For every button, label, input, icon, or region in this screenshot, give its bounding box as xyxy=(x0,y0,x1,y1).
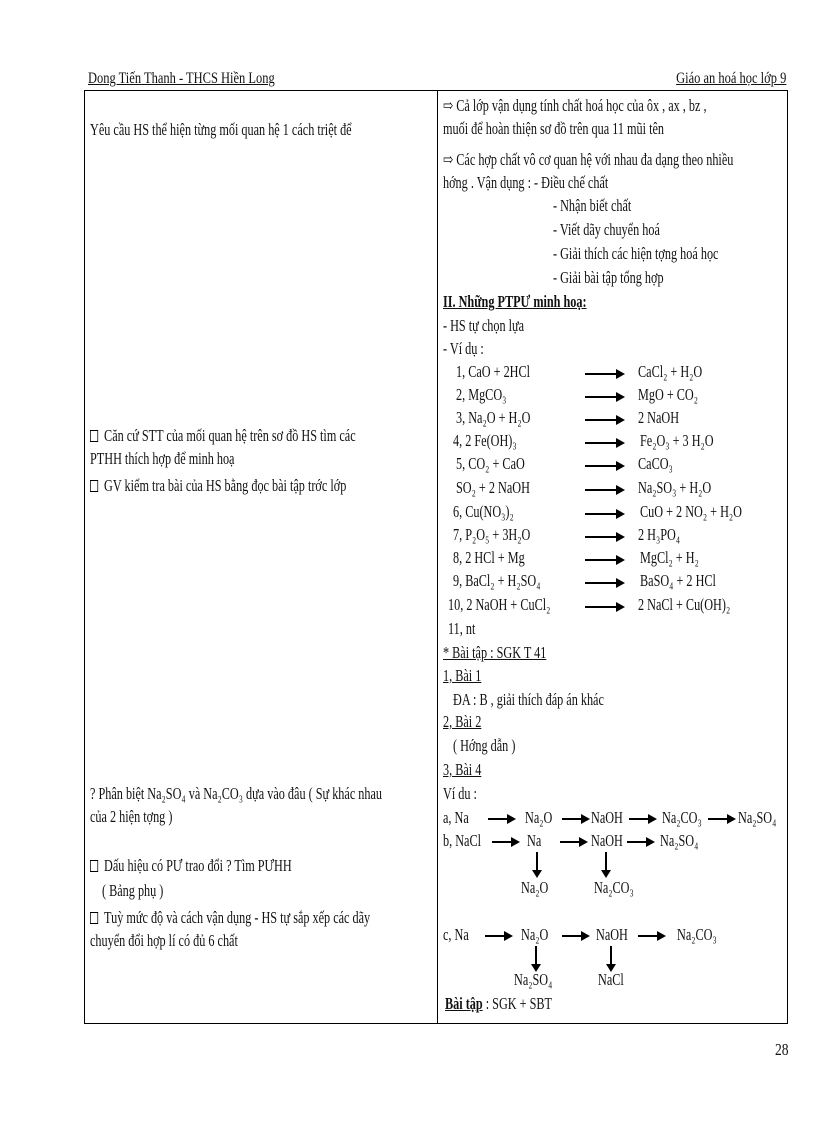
arrow-icon xyxy=(562,935,588,937)
right-text-4: hớng . Vận dụng : - Điều chế chất xyxy=(443,173,609,192)
right-text-1: ⇨ Cả lớp vận dụng tính chất hoá học của ôx , ax , bz , xyxy=(443,96,707,115)
left-text-5: ? Phân biệt Na₂SO₄ và Na₂CO₃ dựa vào đâu ( Sự khác nhau xyxy=(90,784,383,803)
chain-c-naoh: NaOH xyxy=(596,925,628,944)
eq-lhs: 8, 2 HCl + Mg xyxy=(453,548,525,567)
arrow-icon xyxy=(562,818,588,820)
arrow-icon xyxy=(708,818,734,820)
eq-rhs: Na₂SO₃ + H₂O xyxy=(638,478,712,497)
chain-b-label: b, NaCl xyxy=(443,831,481,850)
right-text-12: 11, nt xyxy=(448,619,476,638)
right-text-6: - Viết dãy chuyển hoá xyxy=(553,220,660,239)
right-text-7: - Giải thích các hiện tợng hoá học xyxy=(553,244,719,263)
down-arrow-icon xyxy=(536,852,538,876)
right-text-5: - Nhận biết chất xyxy=(553,196,632,215)
header-title: Giáo an hoá học lớp 9 xyxy=(675,70,786,87)
exercise-2: 2, Bài 2 xyxy=(443,712,482,731)
chain-b-na2so4: Na₂SO₄ xyxy=(660,831,699,850)
eq-rhs: 2 NaOH xyxy=(638,408,680,427)
arrow-icon xyxy=(585,396,623,398)
left-text-4: GV kiểm tra bài của HS bằng đọc bài tập trớc lớp xyxy=(90,478,346,495)
eq-rhs: CaCO₃ xyxy=(638,454,673,473)
arrow-icon xyxy=(629,818,655,820)
eq-lhs: 6, Cu(NO₃)₂ xyxy=(453,502,514,521)
chain-c-na2o: Na₂O xyxy=(521,925,549,944)
page-number: 28 xyxy=(775,1040,789,1059)
eq-lhs: 3, Na₂O + H₂O xyxy=(456,408,531,427)
chain-a-naoh: NaOH xyxy=(591,808,623,827)
right-text-8: - Giải bài tập tổng hợp xyxy=(553,268,664,287)
eq-lhs: SO₂ + 2 NaOH xyxy=(456,478,530,497)
left-text-10: chuyển đổi hợp lí có đủ 6 chất xyxy=(90,931,238,950)
arrow-icon xyxy=(585,606,623,608)
arrow-icon xyxy=(585,489,623,491)
chain-b-naoh: NaOH xyxy=(591,831,623,850)
right-text-2: muối để hoàn thiện sơ đồ trên qua 11 mũi tên xyxy=(443,119,665,138)
down-arrow-icon xyxy=(605,852,607,876)
eq-rhs: 2 NaCl + Cu(OH)₂ xyxy=(638,595,731,614)
checkbox-icon xyxy=(90,430,98,442)
chain-b-na2co3: Na₂CO₃ xyxy=(594,878,634,897)
eq-rhs: CaCl₂ + H₂O xyxy=(638,362,703,381)
homework-line: Bài tập : SGK + SBT xyxy=(445,994,552,1013)
right-text-10: - HS tự chọn lựa xyxy=(443,316,525,335)
eq-rhs: BaSO₄ + 2 HCl xyxy=(640,571,716,590)
left-text-6: của 2 hiện tợng ) xyxy=(90,807,173,826)
arrow-icon xyxy=(627,841,653,843)
left-text-8: ( Bảng phụ ) xyxy=(102,881,164,900)
chain-c-label: c, Na xyxy=(443,925,469,944)
eq-lhs: 2, MgCO₃ xyxy=(456,385,507,404)
checkbox-icon xyxy=(90,480,98,492)
example-label: Ví du : xyxy=(443,784,477,803)
chain-a-na2co3: Na₂CO₃ xyxy=(662,808,702,827)
arrow-icon xyxy=(585,559,623,561)
arrow-icon xyxy=(585,513,623,515)
arrow-icon xyxy=(585,465,623,467)
arrow-icon xyxy=(560,841,586,843)
chain-a-na2o: Na₂O xyxy=(525,808,553,827)
chain-c-na2so4: Na₂SO₄ xyxy=(514,970,553,989)
header-author: Dong Tiến Thanh - THCS Hiền Long xyxy=(88,70,275,87)
eq-rhs: 2 H₃PO₄ xyxy=(638,525,681,544)
chain-b-na2o: Na₂O xyxy=(521,878,549,897)
exercise-1: 1, Bài 1 xyxy=(443,666,482,685)
arrow-icon xyxy=(488,818,514,820)
chain-c-nacl: NaCl xyxy=(598,970,624,989)
eq-lhs: 9, BaCl₂ + H₂SO₄ xyxy=(453,571,541,590)
down-arrow-icon xyxy=(610,946,612,970)
left-text-2: Căn cứ STT của mối quan hệ trên sơ đồ HS tìm các xyxy=(90,428,356,445)
column-divider xyxy=(437,90,438,1024)
eq-lhs: 5, CO₂ + CaO xyxy=(456,454,525,473)
arrow-icon xyxy=(492,841,518,843)
section-heading: II. Những PTPƯ minh hoạ: xyxy=(443,292,587,311)
left-text-9: Tuỳ mức độ và cách vận dụng - HS tự sắp xếp các dãy xyxy=(90,910,370,927)
checkbox-icon xyxy=(90,860,98,872)
eq-rhs: Fe₂O₃ + 3 H₂O xyxy=(640,431,714,450)
arrow-icon xyxy=(585,582,623,584)
exercise-heading: * Bài tập : SGK T 41 xyxy=(443,643,547,662)
eq-rhs: MgO + CO₂ xyxy=(638,385,698,404)
eq-rhs: MgCl₂ + H₂ xyxy=(640,548,699,567)
arrow-icon xyxy=(585,419,623,421)
eq-lhs: 7, P₂O₅ + 3H₂O xyxy=(453,525,531,544)
eq-rhs: CuO + 2 NO₂ + H₂O xyxy=(640,502,742,521)
chain-c-na2co3: Na₂CO₃ xyxy=(677,925,717,944)
exercise-1-answer: ĐA : B , giải thích đáp án khác xyxy=(453,690,604,709)
checkbox-icon xyxy=(90,912,98,924)
down-arrow-icon xyxy=(535,946,537,970)
arrow-icon xyxy=(485,935,511,937)
left-text-1: Yêu cầu HS thể hiện từng mối quan hệ 1 cách triệt để xyxy=(90,120,352,139)
exercise-4: 3, Bài 4 xyxy=(443,760,482,779)
arrow-icon xyxy=(585,536,623,538)
left-text-7: Dấu hiệu có PƯ trao đổi ? Tìm PƯHH xyxy=(90,858,292,875)
eq-lhs: 1, CaO + 2HCl xyxy=(456,362,531,381)
exercise-2-answer: ( Hớng dẫn ) xyxy=(453,736,516,755)
right-text-11: - Ví dụ : xyxy=(443,339,484,358)
right-text-3: ⇨ Các hợp chất vô cơ quan hệ với nhau đa dạng theo nhiều xyxy=(443,150,734,169)
eq-lhs: 10, 2 NaOH + CuCl₂ xyxy=(448,595,551,614)
chain-a-label: a, Na xyxy=(443,808,469,827)
eq-lhs: 4, 2 Fe(OH)₃ xyxy=(453,431,517,450)
arrow-icon xyxy=(638,935,664,937)
arrow-icon xyxy=(585,373,623,375)
chain-b-na: Na xyxy=(527,831,542,850)
page-header xyxy=(88,70,634,90)
left-text-3: PTHH thích hợp để minh hoạ xyxy=(90,449,235,468)
chain-a-na2so4: Na₂SO₄ xyxy=(738,808,777,827)
arrow-icon xyxy=(585,442,623,444)
